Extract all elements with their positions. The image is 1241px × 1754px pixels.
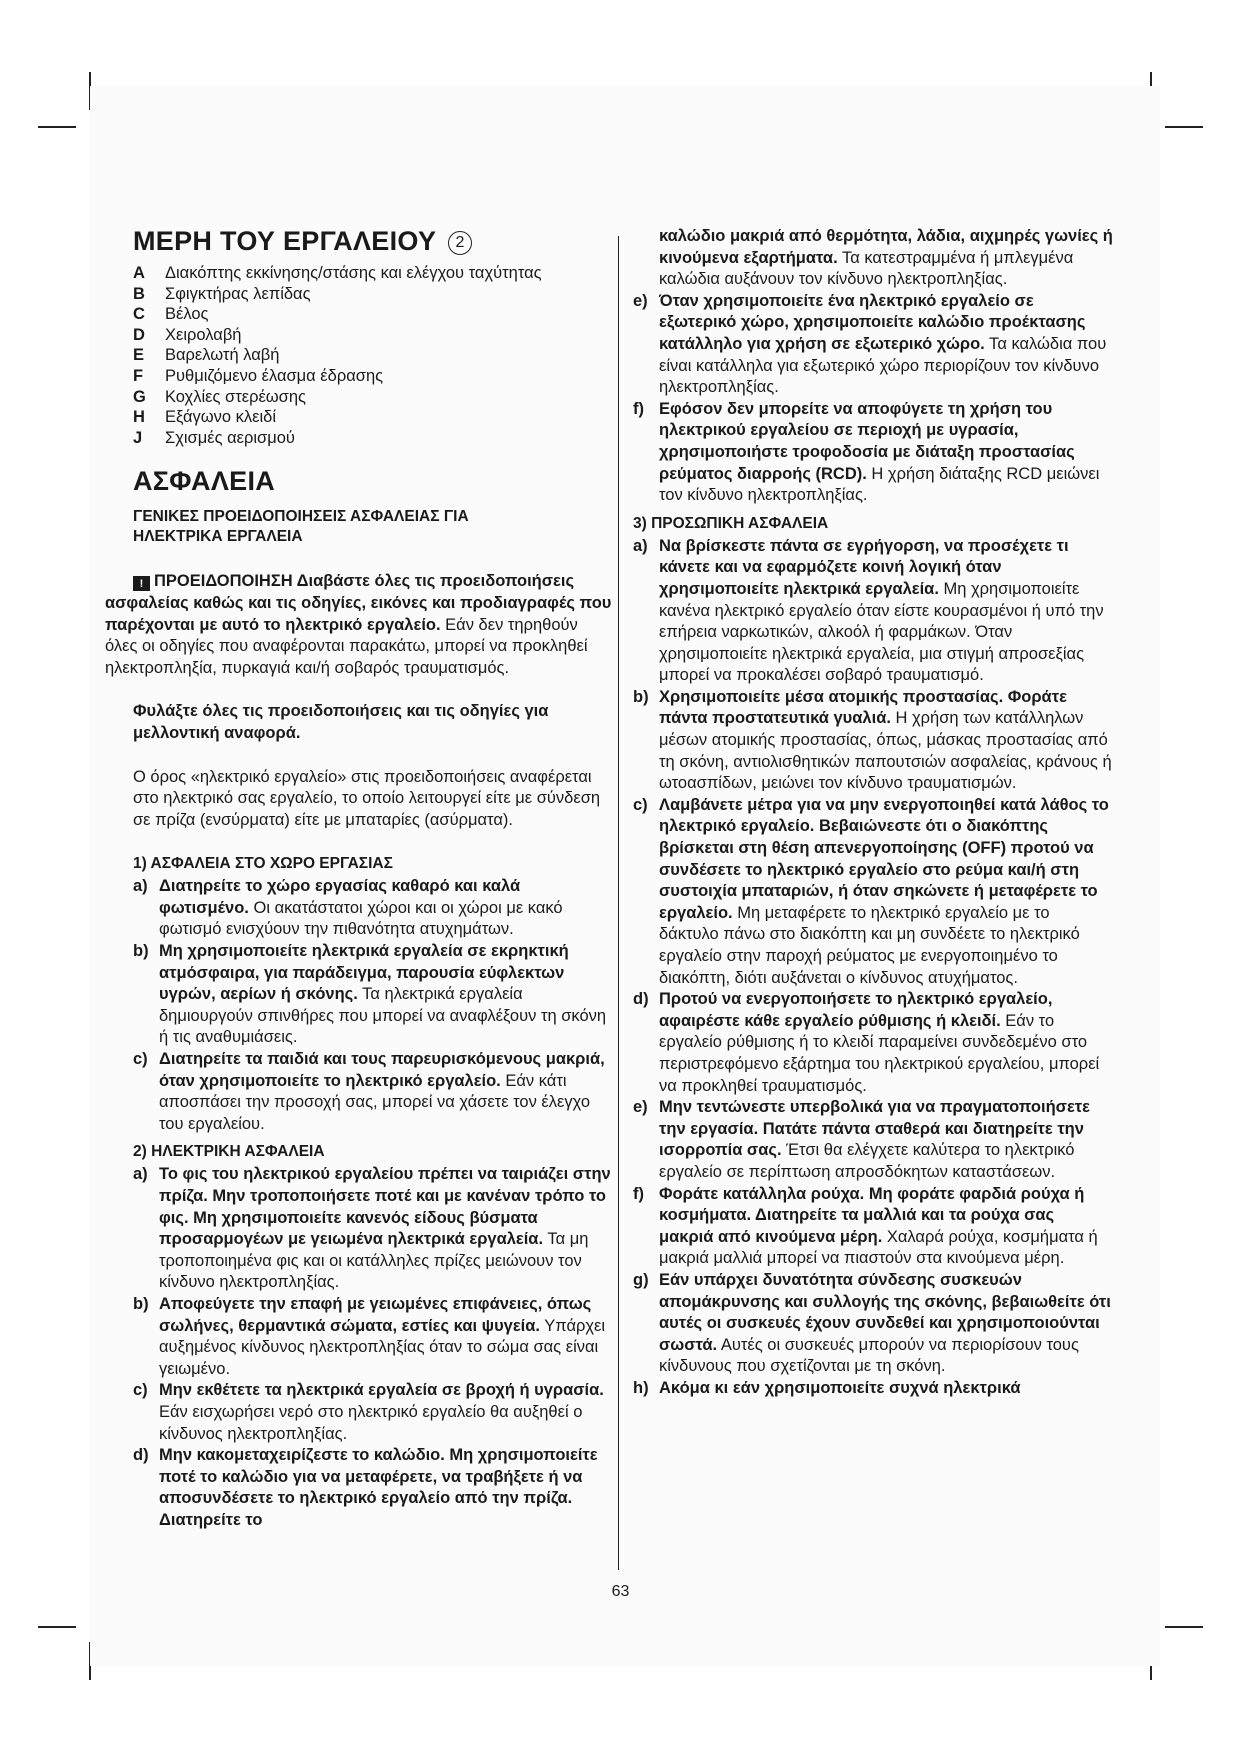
item-label: e) (633, 1098, 648, 1117)
item-text (659, 795, 1113, 989)
part-letter: D (133, 325, 145, 344)
part-item (133, 407, 613, 428)
item-normal-text: Η χρήση των κατάλληλων μέσων ατομικής προστασίας, όπως, μάσκας προστασίας από τη σκόνη, αντιολισθητικών παπουτσιών ασφαλείας, κράνους ή ωτοασπίδων, μειώνει τον κίνδυνο τραυματισμών. (659, 709, 1112, 793)
part-letter: E (133, 346, 145, 365)
item-normal-text: Εάν κάτι αποσπάσει την προσοχή σας, μπορεί να χάσετε τον έλεγχο του εργαλείου. (159, 1071, 591, 1133)
item-label: a) (133, 877, 148, 896)
item-text (159, 1380, 613, 1445)
work-area-heading: 1) ΑΣΦΑΛΕΙΑ ΣΤΟ ΧΩΡΟ ΕΡΓΑΣΙΑΣ (133, 855, 393, 873)
part-text: Ρυθμιζόμενο έλασμα έδρασης (165, 366, 384, 385)
safety-item (133, 1049, 613, 1135)
item-label: b) (133, 942, 149, 961)
item-label: h) (633, 1378, 649, 1397)
item-label: a) (633, 536, 648, 555)
item-bold-text: Διατηρείτε τα παιδιά και τους παρευρισκόμενους μακριά, όταν χρησιμοποιείτε το ηλεκτρικό εργαλείο. (159, 1050, 605, 1090)
item-label: d) (633, 990, 649, 1009)
part-text: Σχισμές αερισμού (165, 428, 295, 447)
safety-item (633, 1184, 1113, 1270)
crop-mark (38, 126, 76, 128)
item-label: d) (133, 1446, 149, 1465)
item-bold-text: Εφόσον δεν μπορείτε να αποφύγετε τη χρήση του ηλεκτρικού εργαλείου σε περιοχή με υγρασία, χρησιμοποιήστε τροφοδοσία με διάταξη προστασίας ρεύματος διαρροής (RCD). (659, 399, 1075, 483)
part-letter: A (133, 264, 145, 282)
item-bold-text: Μην τεντώνεστε υπερβολικά για να πραγματοποιήσετε την εργασία. Πατάτε πάντα σταθερά και διατηρείτε την ισορροπία σας. (659, 1098, 1090, 1160)
page-number: 63 (611, 1583, 630, 1600)
item-normal-text: Εάν εισχωρήσει νερό στο ηλεκτρικό εργαλείο θα αυξηθεί ο κίνδυνος ηλεκτροπληξίας. (159, 1402, 583, 1443)
safety-item (633, 399, 1113, 507)
part-item (133, 387, 613, 408)
item-label: b) (133, 1294, 149, 1313)
item-bold-text: Μη χρησιμοποιείτε ηλεκτρικά εργαλεία σε εκρηκτική ατμόσφαιρα, για παράδειγμα, παρουσία εύφλεκτων υγρών, αερίων ή σκόνης. (159, 942, 569, 1004)
crop-mark (1165, 1626, 1203, 1628)
part-letter: F (133, 366, 144, 385)
item-text (659, 1184, 1113, 1270)
part-text: Βαρελωτή λαβή (165, 346, 280, 365)
item-label: f) (633, 399, 644, 418)
item-normal-text: Εάν το εργαλείο ρύθμισης ή το κλειδί παραμείνει συνδεδεμένο στο περιστρεφόμενο εξάρτημα του ηλεκτρικού εργαλείου, μπορεί να προκληθεί τραυματισμός. (659, 1011, 1100, 1095)
safety-item (633, 687, 1113, 795)
item-bold-text: Προτού να ενεργοποιήσετε το ηλεκτρικό εργαλείο, αφαιρέστε κάθε εργαλείο ρύθμισης ή κλειδί. (659, 990, 1053, 1030)
item-bold-text: Μην κακομεταχειρίζεστε το καλώδιο. Μη χρησιμοποιείτε ποτέ το καλώδιο για να μεταφέρετε, να τραβήξετε ή να αποσυνδέσετε το ηλεκτρικό εργαλείο από την πρίζα. Διατηρείτε το (159, 1446, 598, 1529)
item-text (659, 291, 1113, 399)
item-label: f) (633, 1184, 644, 1203)
safety-item (633, 989, 1113, 1097)
item-bold-text: Λαμβάνετε μέτρα για να μην ενεργοποιηθεί κατά λάθος το ηλεκτρικό εργαλείο. Βεβαιώνεστε ότι ο διακόπτης βρίσκεται στη θέση απενεργοποίησης (OFF) προτού να συνδέσετε το ηλεκτρικό εργαλείο στο ρεύμα και/ή στη συστοιχία μπαταριών, ή όταν σηκώνετε ή μεταφέρετε το εργαλείο. (659, 795, 1109, 922)
item-normal-text: Οι ακατάστατοι χώροι και οι χώροι με κακό φωτισμό ενισχύουν την πιθανότητα ατυχημάτων. (159, 898, 563, 939)
item-label: a) (133, 1165, 148, 1184)
left-column (105, 226, 613, 1532)
part-text: Σφιγκτήρας λεπίδας (165, 284, 311, 303)
part-item (133, 304, 613, 325)
item-label: b) (633, 687, 649, 706)
part-item (133, 284, 613, 305)
part-text: Βέλος (165, 305, 209, 324)
electrical-continuation: καλώδιο μακριά από θερμότητα, λάδια, αιχμηρές γωνίες ή κινούμενα εξαρτήματα. Τα κατεστραμμένα ή μπλεγμένα καλώδια αυξάνουν τον κίνδυνο ηλεκτροπληξίας. (659, 227, 1113, 289)
safety-item (633, 536, 1113, 687)
item-normal-text: Τα μη τροποποιημένα φις και οι κατάλληλες πρίζες μειώνουν τον κίνδυνο ηλεκτροπληξίας. (159, 1230, 589, 1292)
parts-title: ΜΕΡΗ ΤΟΥ ΕΡΓΑΛΕΙΟΥ 2 (133, 226, 613, 257)
item-label: e) (633, 291, 648, 310)
item-text (659, 1097, 1113, 1183)
item-bold-text: Μην εκθέτετε τα ηλεκτρικά εργαλεία σε βροχή ή υγρασία. (159, 1381, 604, 1400)
item-normal-text: Τα καλώδια που είναι κατάλληλα για εξωτερικό χώρο περιορίζουν τον κίνδυνο ηλεκτροπληξίας. (659, 334, 1107, 397)
item-text (159, 1445, 613, 1531)
crop-mark (1165, 126, 1203, 128)
part-item (133, 345, 613, 366)
item-text (659, 687, 1113, 795)
part-letter: C (133, 305, 145, 324)
item-normal-text: Έτσι θα ελέγχετε καλύτερα το ηλεκτρικό εργαλείο σε περίπτωση απροσδόκητων καταστάσεων. (659, 1141, 1075, 1181)
personal-heading: 3) ΠΡΟΣΩΠΙΚΗ ΑΣΦΑΛΕΙΑ (633, 514, 829, 532)
safety-title: ΑΣΦΑΛΕΙΑ (133, 466, 276, 497)
part-item (133, 325, 613, 346)
figure-ref: 2 (448, 231, 472, 255)
electrical-list (133, 1164, 613, 1531)
warning-paragraph: ! ΠΡΟΕΙΔΟΠΟΙΗΣΗ Διαβάστε όλες τις προειδοποιήσεις ασφαλείας καθώς και τις οδηγίες, εικόνες και προδιαγραφές που παρέχονται με αυτό το ηλεκτρικό εργαλείο. Εάν δεν τηρηθούν όλες οι οδηγίες που αναφέρονται παρακάτω, μπορεί να προκληθεί ηλεκτροπληξία, πυρκαγιά και/ή σοβαρός τραυματισμός. (105, 572, 612, 677)
item-normal-text: Χαλαρά ρούχα, κοσμήματα ή μακριά μαλλιά μπορεί να πιαστούν στα κινούμενα μέρη. (659, 1227, 1098, 1268)
item-bold-text: Το φις του ηλεκτρικού εργαλείου πρέπει να ταιριάζει στην πρίζα. Μην τροποποιήσετε ποτέ και με κανέναν τρόπο το φις. Μη χρησιμοποιείτε κανενός είδους βύσματα προσαρμογέων με γειωμένα ηλεκτρικά εργαλεία. (159, 1165, 611, 1249)
item-text (659, 1270, 1113, 1378)
safety-item (633, 1270, 1113, 1378)
safety-item (633, 795, 1113, 989)
warning-icon: ! (133, 576, 150, 591)
item-bold-text: Όταν χρησιμοποιείτε ένα ηλεκτρικό εργαλείο σε εξωτερικό χώρο, χρησιμοποιείτε καλώδιο προέκτασης κατάλληλο για χρήση σε εξωτερικό χώρο. (659, 291, 1086, 353)
item-text (659, 989, 1113, 1097)
item-normal-text: Η χρήση διάταξης RCD μειώνει τον κίνδυνο ηλεκτροπληξίας. (659, 464, 1100, 505)
safety-item (633, 1097, 1113, 1183)
item-bold-text: Να βρίσκεστε πάντα σε εγρήγορση, να προσέχετε τι κάνετε και να εφαρμόζετε κοινή λογική όταν χρησιμοποιείτε ηλεκτρικά εργαλεία. (659, 536, 1069, 598)
item-bold-text: Φοράτε κατάλληλα ρούχα. Μη φοράτε φαρδιά ρούχα ή κοσμήματα. Διατηρείτε τα μαλλιά και τα ρούχα σας μακριά από κινούμενα μέρη. (659, 1184, 1085, 1246)
item-text (159, 1049, 613, 1135)
item-bold-text: Ακόμα κι εάν χρησιμοποιείτε συχνά ηλεκτρικά (659, 1378, 1021, 1397)
item-text (659, 399, 1113, 507)
part-item (133, 366, 613, 387)
item-label: c) (633, 795, 648, 814)
item-normal-text: Μη χρησιμοποιείτε κανένα ηλεκτρικό εργαλείο όταν είστε κουρασμένοι ή υπό την επήρεια ναρκωτικών, αλκοόλ ή φαρμάκων. Όταν χρησιμοποιείτε ηλεκτρικά εργαλεία, μια στιγμή απροσεξίας μπορεί να προκαλέσει σοβαρό τραυματισμό. (659, 579, 1104, 685)
safety-item (133, 1164, 613, 1294)
personal-list (633, 536, 1113, 1400)
item-text (159, 1294, 613, 1380)
part-letter: H (133, 408, 145, 427)
part-item (133, 428, 613, 449)
part-text: Χειρολαβή (165, 325, 242, 344)
part-text: Διακόπτης εκκίνησης/στάσης και ελέγχου ταχύτητας (165, 264, 542, 282)
term-note: Ο όρος «ηλεκτρικό εργαλείο» στις προειδοποιήσεις αναφέρεται στο ηλεκτρικό σας εργαλείο, το οποίο λειτουργεί είτε με σύνδεση σε πρίζα (ενσύρματα) είτε με μπαταρίες (ασύρματα). (133, 767, 601, 829)
item-label: c) (133, 1050, 148, 1069)
item-normal-text: Μη μεταφέρετε το ηλεκτρικό εργαλείο με το δάκτυλο πάνω στο διακόπτη και μη συνδέετε το ηλεκτρικό εργαλείο στην παροχή ρεύματος με ενεργοποιημένο το διακόπτη, διότι αυξάνεται ο κίνδυνος ατυχήματος. (659, 903, 1080, 987)
item-normal-text: Υπάρχει αυξημένος κίνδυνος ηλεκτροπληξίας όταν το σώμα σας είναι γειωμένο. (159, 1316, 606, 1378)
electrical-list-cont (633, 291, 1113, 507)
part-letter: G (133, 387, 146, 406)
item-text (159, 876, 613, 941)
item-bold-text: Εάν υπάρχει δυνατότητα σύνδεσης συσκευών απομάκρυνσης και συλλογής της σκόνης, βεβαιωθείτε ότι αυτές οι συσκευές έχουν συνδεθεί και χρησιμοποιούνται σωστά. (659, 1270, 1111, 1354)
item-label: c) (133, 1381, 148, 1400)
item-bold-text: Αποφεύγετε την επαφή με γειωμένες επιφάνειες, όπως σωλήνες, θερμαντικά σώματα, εστίες και ψυγεία. (159, 1294, 592, 1335)
keep-note: Φυλάξτε όλες τις προειδοποιήσεις και τις οδηγίες για μελλοντική αναφορά. (133, 702, 549, 742)
work-area-list (133, 876, 613, 1135)
item-text (159, 941, 613, 1049)
safety-item (133, 1445, 613, 1531)
part-text: Κοχλίες στερέωσης (165, 387, 306, 406)
item-text (659, 1378, 1113, 1400)
column-divider (618, 236, 619, 1570)
safety-item (633, 1378, 1113, 1400)
electrical-heading: 2) ΗΛΕΚΤΡΙΚΗ ΑΣΦΑΛΕΙΑ (133, 1143, 325, 1161)
part-letter: B (133, 284, 145, 303)
item-normal-text: Τα ηλεκτρικά εργαλεία δημιουργούν σπινθήρες που μπορεί να αναφλέξουν τη σκόνη ή τις αναθυμιάσεις. (159, 985, 607, 1047)
item-text (659, 536, 1113, 687)
parts-list (133, 263, 613, 448)
item-bold-text: Διατηρείτε το χώρο εργασίας καθαρό και καλά φωτισμένο. (159, 877, 521, 917)
safety-item (133, 941, 613, 1049)
safety-item (133, 1380, 613, 1445)
item-normal-text: Αυτές οι συσκευές μπορούν να περιορίσουν τους κίνδυνους που σχετίζονται με τη σκόνη. (659, 1335, 1079, 1376)
safety-subtitle: ΓΕΝΙΚΕΣ ΠΡΟΕΙΔΟΠΟΙΗΣΕΙΣ ΑΣΦΑΛΕΙΑΣ ΓΙΑ ΗΛΕΚΤΡΙΚΑ ΕΡΓΑΛΕΙΑ (133, 508, 469, 546)
item-label: g) (633, 1270, 649, 1289)
safety-item (133, 1294, 613, 1380)
item-bold-text: Χρησιμοποιείτε μέσα ατομικής προστασίας. Φοράτε πάντα προστατευτικά γυαλιά. (659, 687, 1067, 728)
part-text: Εξάγωνο κλειδί (165, 408, 277, 427)
safety-item (633, 291, 1113, 399)
safety-item (133, 876, 613, 941)
right-column (633, 226, 1113, 1399)
item-text (159, 1164, 613, 1294)
crop-mark (38, 1626, 76, 1628)
part-item (133, 263, 613, 284)
part-letter: J (133, 428, 143, 447)
